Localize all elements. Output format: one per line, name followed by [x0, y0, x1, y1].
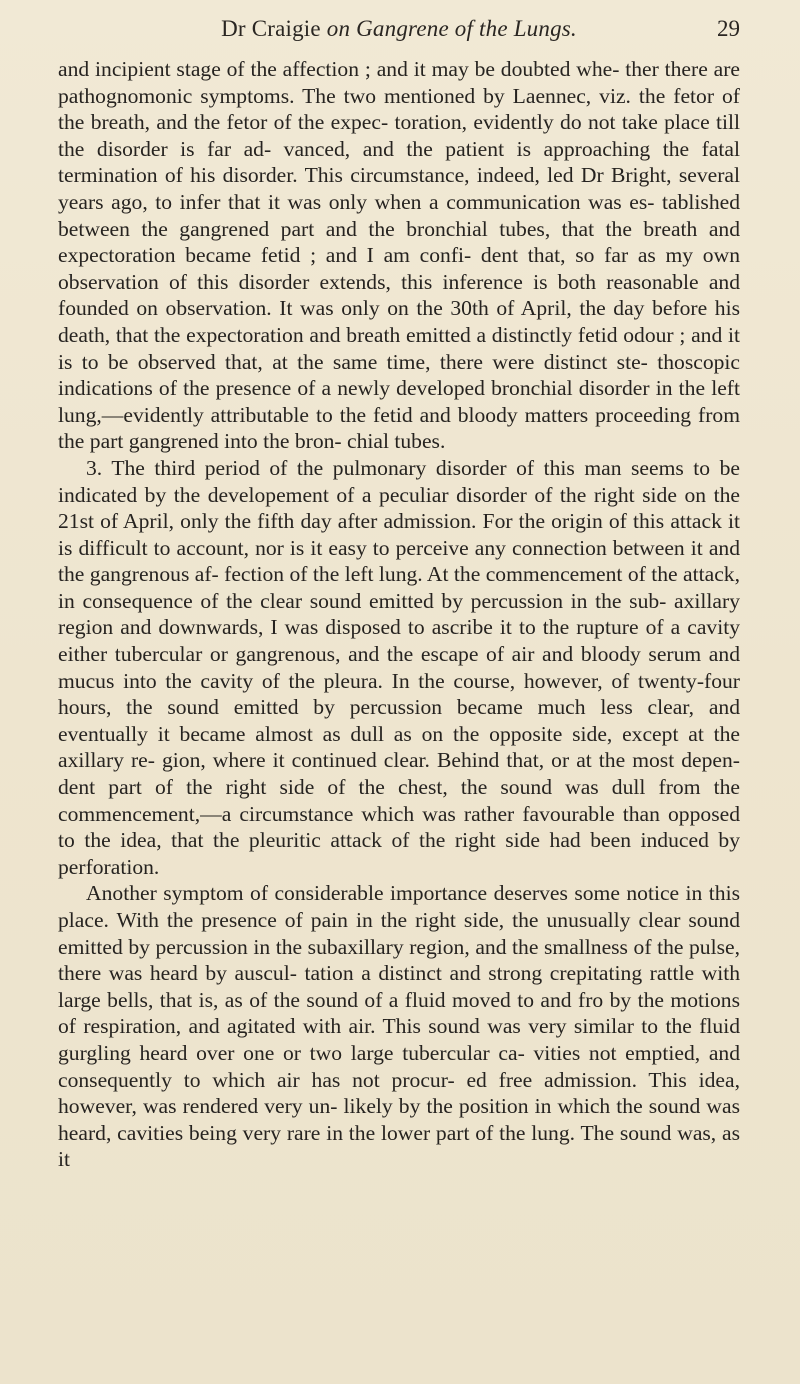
running-title	[221, 16, 577, 42]
paragraph-continuation: and incipient stage of the affection ; and it may be doubted whe- ther there are pathognomonic symptoms. The two mentioned by Laennec, viz. the fetor of the breath, and the fetor of the expec- toration, evidently do not take place till the disorder is far ad- vanced, and the patient is approaching the fatal termination of his disorder. This circumstance, indeed, led Dr Bright, several years ago, to infer that it was only when a communication was es- tablished between the gangrened part and the bronchial tubes, that the breath and expectoration became fetid ; and I am confi- dent that, so far as my own observation of this disorder extends, this inference is both reasonable and founded on observation. It was only on the 30th of April, the day before his death, that the expectoration and breath emitted a distinctly fetid odour ; and it is to be observed that, at the same time, there were distinct ste- thoscopic indications of the presence of a newly developed bronchial disorder in the left lung,—evidently attributable to the fetid and bloody matters proceeding from the part gangrened into the bron- chial tubes.	[58, 57, 740, 454]
running-head-author: Dr Craigie	[221, 16, 321, 41]
running-head	[58, 0, 740, 56]
paragraph-third-period: 3. The third period of the pulmonary disorder of this man seems to be indicated by the developement of a peculiar disorder of the right side on the 21st of April, only the fifth day after admission. For the origin of this attack it is difficult to account, nor is it easy to perceive any connection between it and the gangrenous af- fection of the left lung. At the commencement of the attack, in consequence of the clear sound emitted by percussion in the sub- axillary region and downwards, I was disposed to ascribe it to the rupture of a cavity either tubercular or gangrenous, and the escape of air and bloody serum and mucus into the cavity of the pleura. In the course, however, of twenty-four hours, the sound emitted by percussion became much less clear, and eventually it became almost as dull as on the opposite side, except at the axillary re- gion, where it continued clear. Behind that, or at the most depen- dent part of the right side of the chest, the sound was dull from the commencement,—a circumstance which was rather favourable than opposed to the idea, that the pleuritic attack of the right side had been induced by perforation.	[58, 455, 740, 879]
running-head-connector: on	[326, 16, 351, 41]
running-head-subject: Gangrene of the Lungs.	[356, 16, 577, 41]
paragraph-another-symptom: Another symptom of considerable importance deserves some notice in this place. With the presence of pain in the right side, the unusually clear sound emitted by percussion in the subaxillary region, and the smallness of the pulse, there was heard by auscul- tation a distinct and strong crepitating rattle with large bells, that is, as of the sound of a fluid moved to and fro by the motions of respiration, and agitated with air. This sound was very similar to the fluid gurgling heard over one or two large tubercular ca- vities not emptied, and consequently to which air has not procur- ed free admission. This idea, however, was rendered very un- likely by the position in which the sound was heard, cavities being very rare in the lower part of the lung. The sound was, as it	[58, 881, 740, 1172]
page-number: 29	[717, 16, 740, 41]
